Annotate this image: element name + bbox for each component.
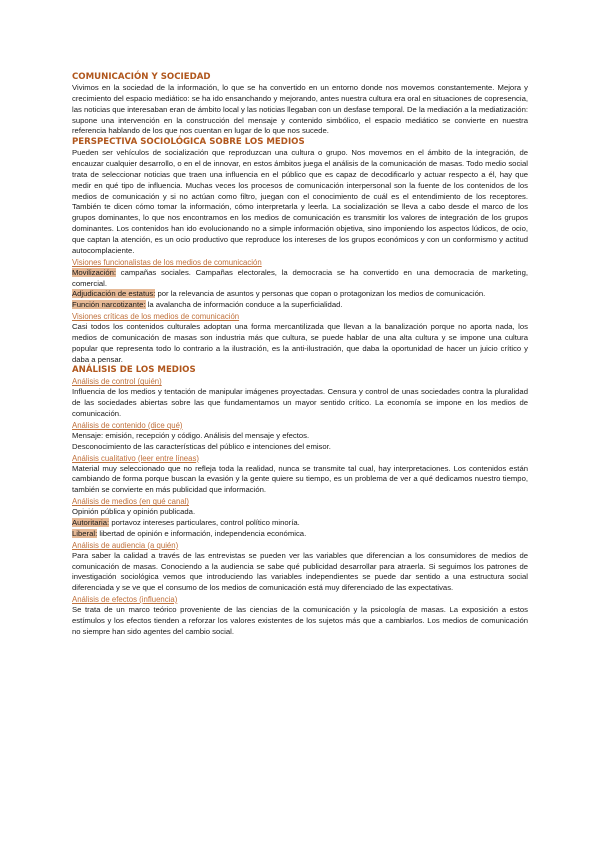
- subheading-control: Análisis de control (quién): [72, 377, 162, 387]
- term-adjudicacion: Adjudicación de estatus:: [72, 289, 156, 299]
- line-contenido-desconocimiento: Desconocimiento de las características del público e intenciones del emisor.: [72, 441, 331, 451]
- subheading-criticas: Visiones críticas de los medios de comunicación: [72, 312, 240, 322]
- paragraph-comunicacion: Vivimos en la sociedad de la información, lo que se ha convertido en un entorno donde nos movemos constantemente. Mejora y crecimiento del espacio mediático: se ha ido ensanchando y mejorando, antes nuestra cultura era oral en situaciones de copresencia, las noticias que interesaban eran de ámbito local y las noticias llegaban con un desfase temporal. De la mediación a la mediatización: supone una intervención en la construcción del mensaje y contenido simbólico, el espacio mediático se convierte en nuestra referencia hablando de los que nos cuentan en lugar de lo que nos sucede.: [72, 83, 528, 136]
- subheading-audiencia: Análisis de audiencia (a quién): [72, 540, 179, 550]
- text-liberal: libertad de opinión e información, independencia económica.: [97, 528, 307, 538]
- term-autoritaria: Autoritaria:: [72, 518, 110, 527]
- text-adjudicacion: por la relevancia de asuntos y personas que copan o protagonizan los medios de comunicación.: [155, 289, 486, 299]
- paragraph-control: Influencia de los medios y tentación de manipular imágenes proyectadas. Censura y control de unas sociedades contra la pluralidad de las sociedades abiertas sobre las que fundamentamos un mayor sentido crítico. La economía se impone en los medios de comunicación.: [72, 387, 528, 419]
- term-liberal: Liberal:: [72, 528, 98, 538]
- paragraph-audiencia: Para saber la calidad a través de las entrevistas se pueden ver las variables que diferencian a los consumidores de medios de comunicación de masas. Conociendo a la audiencia se sabe qué publicidad desarrollar para atraerla. Si seguimos los patrones de investigación sociológica vemos que introduciendo las variables independientes se puede dar sentido a una estructura social diferenciada y se ve que el consumo de los medios de comunicación está muy diferenciado de las expectativas.: [72, 550, 528, 593]
- term-movilizacion: Movilización:: [72, 267, 117, 277]
- term-narcotizante: Función narcotizante:: [72, 300, 146, 310]
- paragraph-cualitativo: Material muy seleccionado que no refleja toda la realidad, nunca se transmite tal cual, hay interpretaciones. Los contenidos están cambiando de forma porque buscan la evasión y la gente quiere su tiempo, es un problema de ver a qué dedicamos nuestro tiempo, también se convierte en más publicidad que información.: [72, 463, 528, 495]
- item-adjudicacion: [72, 289, 528, 300]
- section-title-perspectiva: PERSPECTIVA SOCIOLÓGICA SOBRE LOS MEDIOS: [72, 137, 305, 148]
- subheading-contenido: Análisis de contenido (dice qué): [72, 420, 183, 430]
- paragraph-perspectiva: Pueden ser vehículos de socialización que reproduzcan una cultura o grupo. Nos movemos en el ámbito de la integración, de encauzar cualquier desarrollo, o en el de innovar, en estos ámbitos juega el análisis de la comunicación de masas. Todo medio social trata de seleccionar noticias que traen una influencia en el público que es capaz de decodificarlo y actuar respecto a él, hay que medir en qué tipo de influencia. Muchas veces los procesos de comunicación interpersonal son la fuente de los contenidos de los medios de comunicación y si no actúan como filtro, juegan con el conocimiento de cuál es el entendimiento de los receptores. También te dicen cómo tomar la información, cómo interpretarla y leerla. La socialización se lleva a cabo desde el marco de los grupos dominantes, lo que nos encontramos en los medios de comunicación es transmitir los valores de integración de los grupos dominantes. Los contenidos han ido evolucionando no a simple información objetiva, sino imponiendo los aspectos lúdicos, de ocio, que captan la atención, es un ocio productivo que reproduce los intereses de los grupos económicos y con un conformismo y actitud autocomplaciente.: [72, 148, 528, 255]
- paragraph-efectos: Se trata de un marco teórico proveniente de las ciencias de la comunicación y la psicología de masas. La exposición a estos estímulos y los efectos tienden a reforzar los valores existentes de los sujetos más que a cambiarlos. Los medios de comunicación no siempre han sido agentes del cambio social.: [72, 605, 528, 636]
- subheading-efectos: Análisis de efectos (influencia): [72, 595, 178, 605]
- text-movilizacion: campañas sociales. Campañas electorales, la democracia se ha convertido en una democracia de marketing, comercial.: [72, 267, 528, 288]
- text-narcotizante: la avalancha de información conduce a la superficialidad.: [145, 300, 343, 310]
- item-liberal: [72, 529, 528, 540]
- line-contenido-mensaje: Mensaje: emisión, recepción y código. Análisis del mensaje y efectos.: [72, 430, 310, 440]
- item-narcotizante: [72, 300, 528, 311]
- item-movilizacion: [72, 268, 528, 290]
- paragraph-criticas: Casi todos los contenidos culturales adoptan una forma mercantilizada que llevan a la banalización porque no aporta nada, los medios de comunicación de masas son industria más que cultura, se puede hablar de una alta cultura y se impone una cultura popular que representa todo lo contrario a la ilustración, es la anti-ilustración, que daba la oportunidad de hacer un juicio crítico y daba a pensar.: [72, 322, 528, 364]
- subheading-funcionalistas: Visiones funcionalistas de los medios de comunicación: [72, 257, 262, 267]
- section-title-comunicacion: COMUNICACIÓN Y SOCIEDAD: [72, 72, 211, 82]
- text-autoritaria: portavoz intereses particulares, control político minoría.: [109, 518, 300, 527]
- subheading-cualitativo: Análisis cualitativo (leer entre líneas): [72, 453, 199, 463]
- line-opinion: Opinión pública y opinión publicada.: [72, 507, 196, 517]
- subheading-medios: Análisis de medios (en qué canal): [72, 497, 190, 507]
- section-title-analisis: ANÁLISIS DE LOS MEDIOS: [72, 365, 196, 376]
- item-autoritaria: [72, 518, 528, 529]
